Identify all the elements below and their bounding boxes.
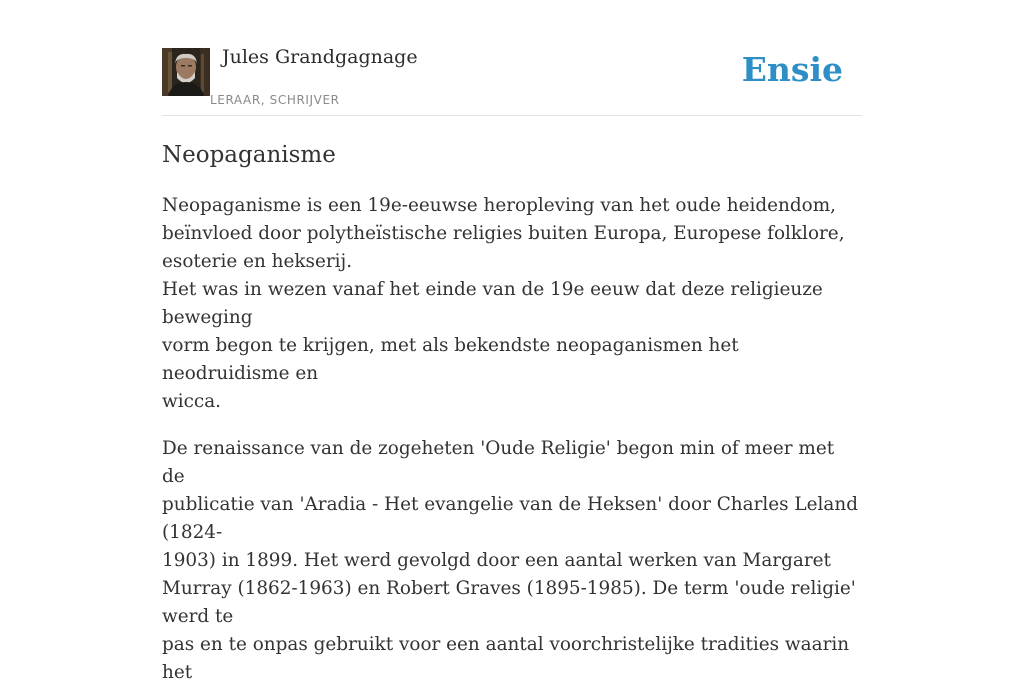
paragraph-line: vorm begon te krijgen, met als bekendste neopaganismen het neodruidisme en [162,335,739,384]
paragraph-line: Het was in wezen vanaf het einde van de 19e eeuw dat deze religieuze beweging [162,279,823,328]
paragraph-line: beïnvloed door polytheïstische religies buiten Europa, Europese folklore, [162,223,845,244]
paragraph-line: 1903) in 1899. Het werd gevolgd door een aantal werken van Margaret [162,550,831,571]
author-role: LERAAR, SCHRIJVER [210,93,340,107]
author-avatar[interactable] [162,48,210,96]
author-name[interactable]: Jules Grandgagnage [222,46,418,68]
paragraph-line: pas en te onpas gebruikt voor een aantal voorchristelijke tradities waarin het [162,634,850,683]
article-title: Neopaganisme [162,142,336,168]
article [162,138,862,687]
brand-logo[interactable]: Ensie [741,50,843,89]
paragraph-line: Neopaganisme is een 19e-eeuwse heropleving van het oude heidendom, [162,195,837,216]
paragraph-line: publicatie van 'Aradia - Het evangelie van de Heksen' door Charles Leland (1824- [162,494,858,543]
author-header [162,40,862,116]
avatar-photo [162,48,210,96]
paragraph-line: wicca. [162,391,222,412]
paragraph-line: esoterie en hekserij. [162,251,353,272]
article-paragraph [162,192,862,416]
paragraph-line: De renaissance van de zogeheten 'Oude Religie' begon min of meer met de [162,438,835,487]
article-paragraph [162,435,862,687]
paragraph-line: Murray (1862-1963) en Robert Graves (1895-1985). De term 'oude religie' werd te [162,578,856,627]
